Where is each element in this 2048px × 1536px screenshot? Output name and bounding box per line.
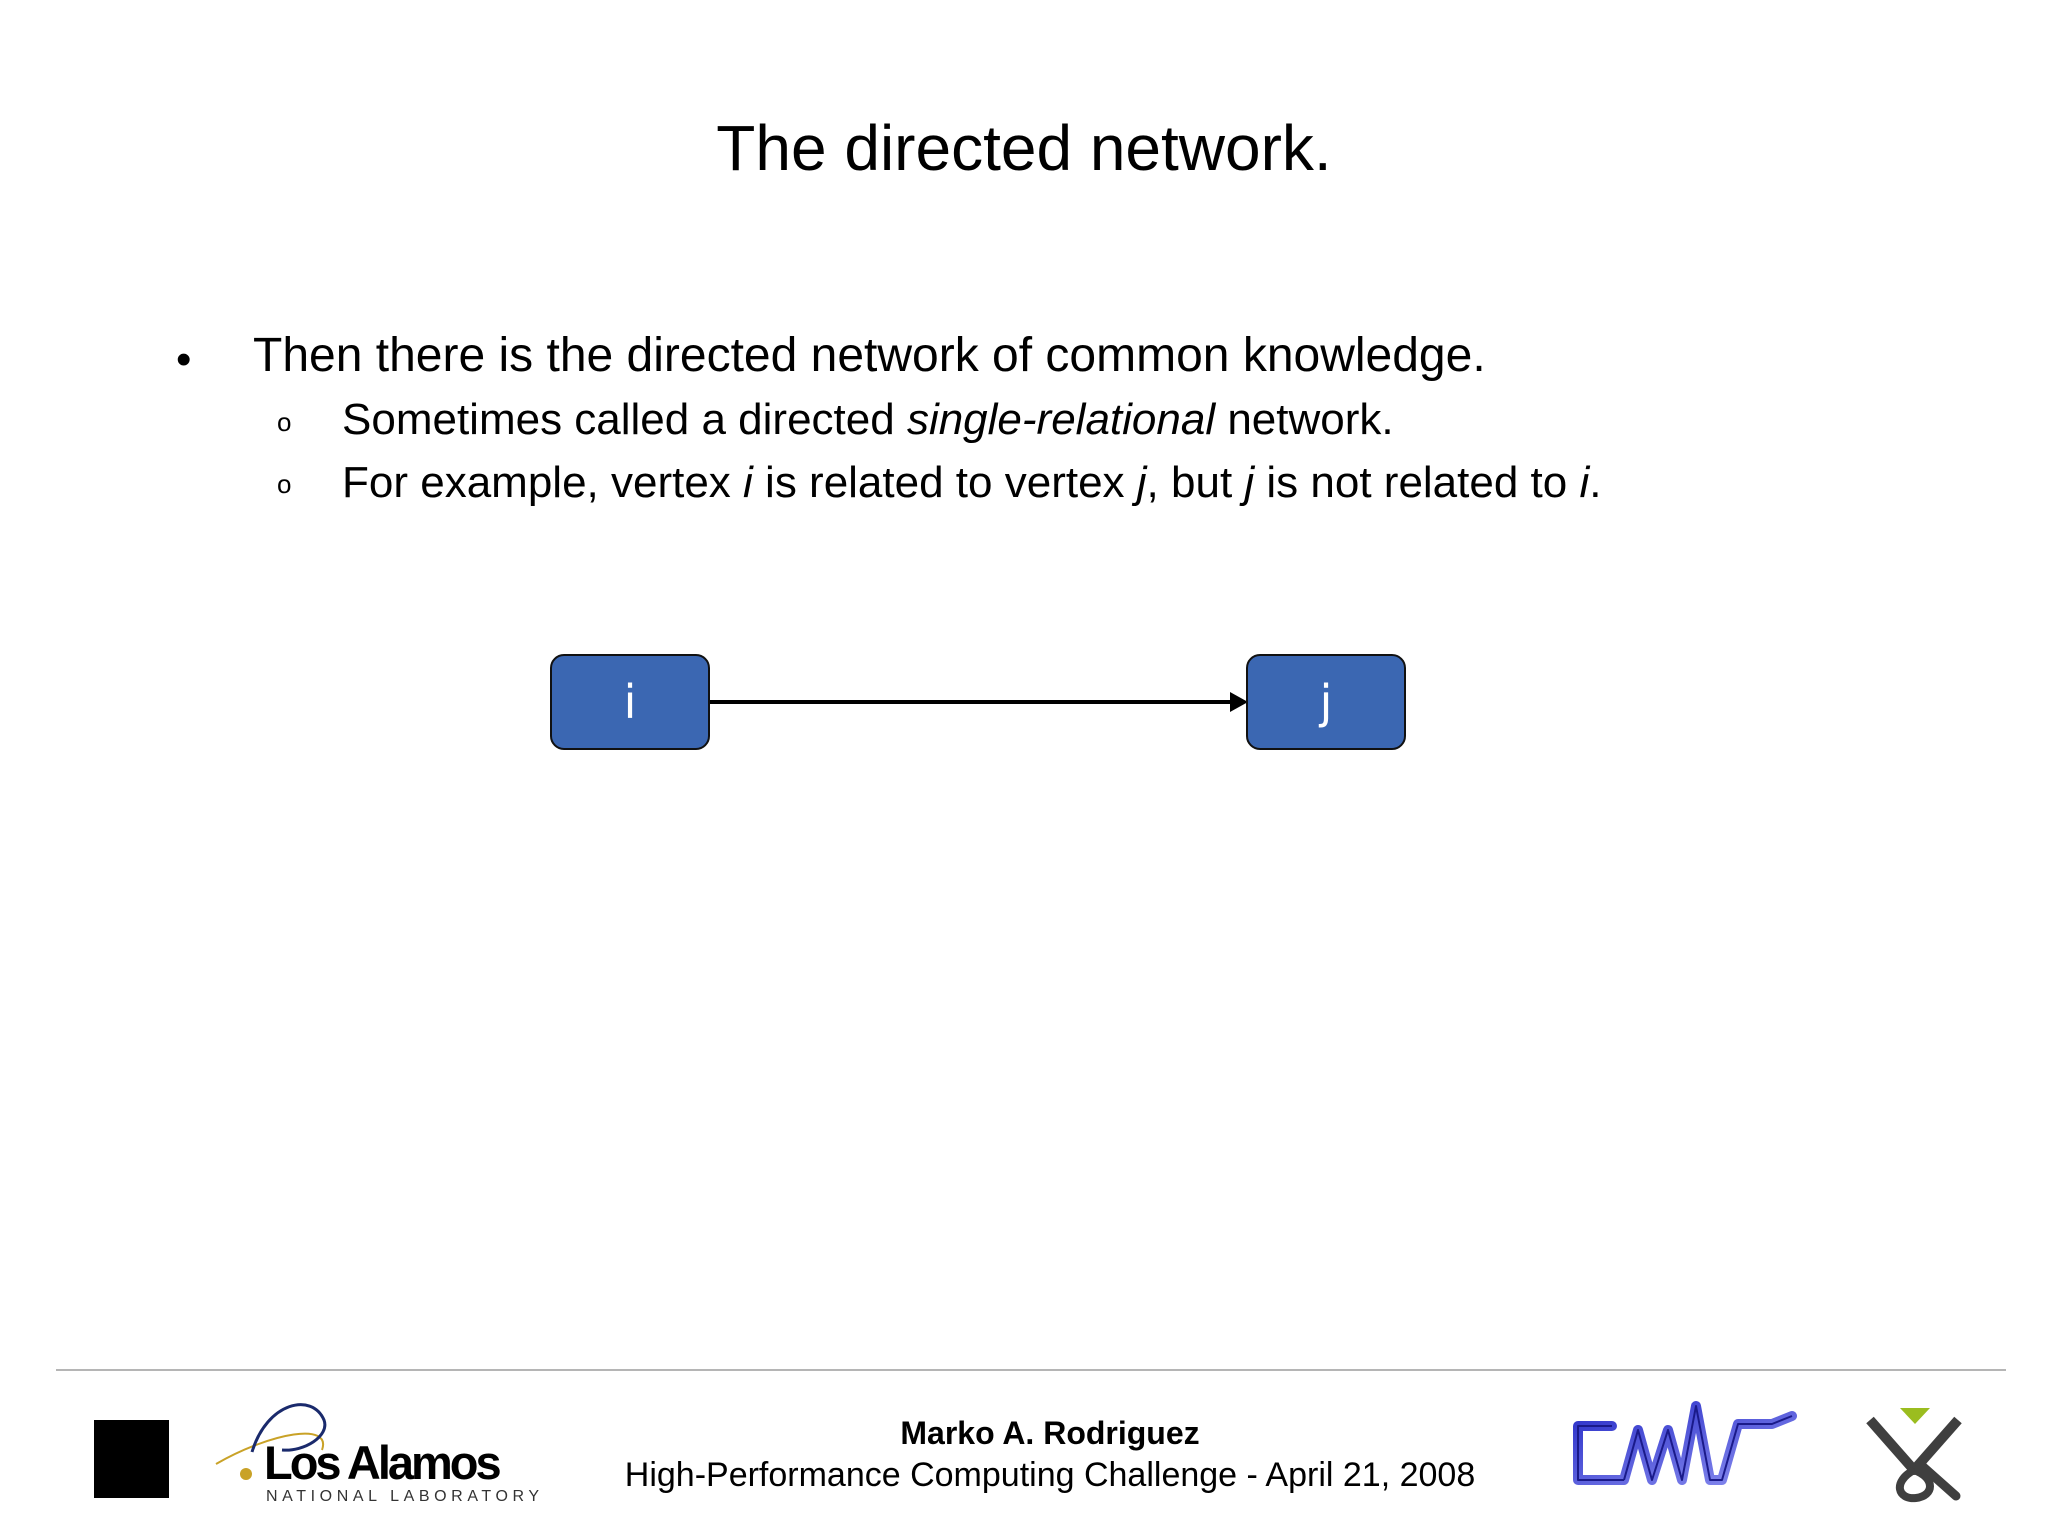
sub-bullet-text: is not related to <box>1254 458 1580 507</box>
vertex-variable: i <box>743 458 753 507</box>
footer-event: High-Performance Computing Challenge - April 21, 2008 <box>624 1456 1476 1494</box>
sub-bullet-text: , but <box>1146 458 1245 507</box>
footer-author: Marko A. Rodriguez <box>900 1415 1200 1451</box>
vertex-i: i <box>550 654 710 750</box>
sub-bullet-marker: o <box>277 407 292 437</box>
sub-bullet-emphasis: single-relational <box>906 395 1216 444</box>
bullet-marker: • <box>176 335 192 384</box>
los-alamos-logo <box>212 1392 544 1512</box>
sub-bullet-example <box>342 455 1601 511</box>
slide-title: The directed network. <box>716 112 1332 184</box>
sub-bullet-text: . <box>1589 458 1602 507</box>
sub-bullet-text: network. <box>1215 395 1394 444</box>
sub-bullet-marker: o <box>277 469 292 499</box>
vertex-variable: j <box>1244 458 1255 507</box>
cwi-logo <box>1572 1396 1818 1488</box>
black-square-icon <box>94 1420 169 1498</box>
los-alamos-wordmark: Los Alamos <box>264 1436 499 1489</box>
sub-bullet-text: For example, vertex <box>342 458 744 507</box>
vertex-variable: i <box>1579 458 1590 507</box>
sub-bullet-text: Sometimes called a directed <box>342 395 907 444</box>
sub-bullet-single-relational <box>342 392 1394 448</box>
national-laboratory-wordmark: NATIONAL LABORATORY <box>266 1488 544 1505</box>
sub-bullet-text: is related to vertex <box>752 458 1137 507</box>
ugent-logo <box>1862 1404 1968 1504</box>
footer-divider <box>56 1369 2006 1371</box>
vertex-j: j <box>1246 654 1406 750</box>
bullet-main-text: Then there is the directed network of common knowledge. <box>253 329 1486 382</box>
vertex-variable: j <box>1136 458 1147 507</box>
